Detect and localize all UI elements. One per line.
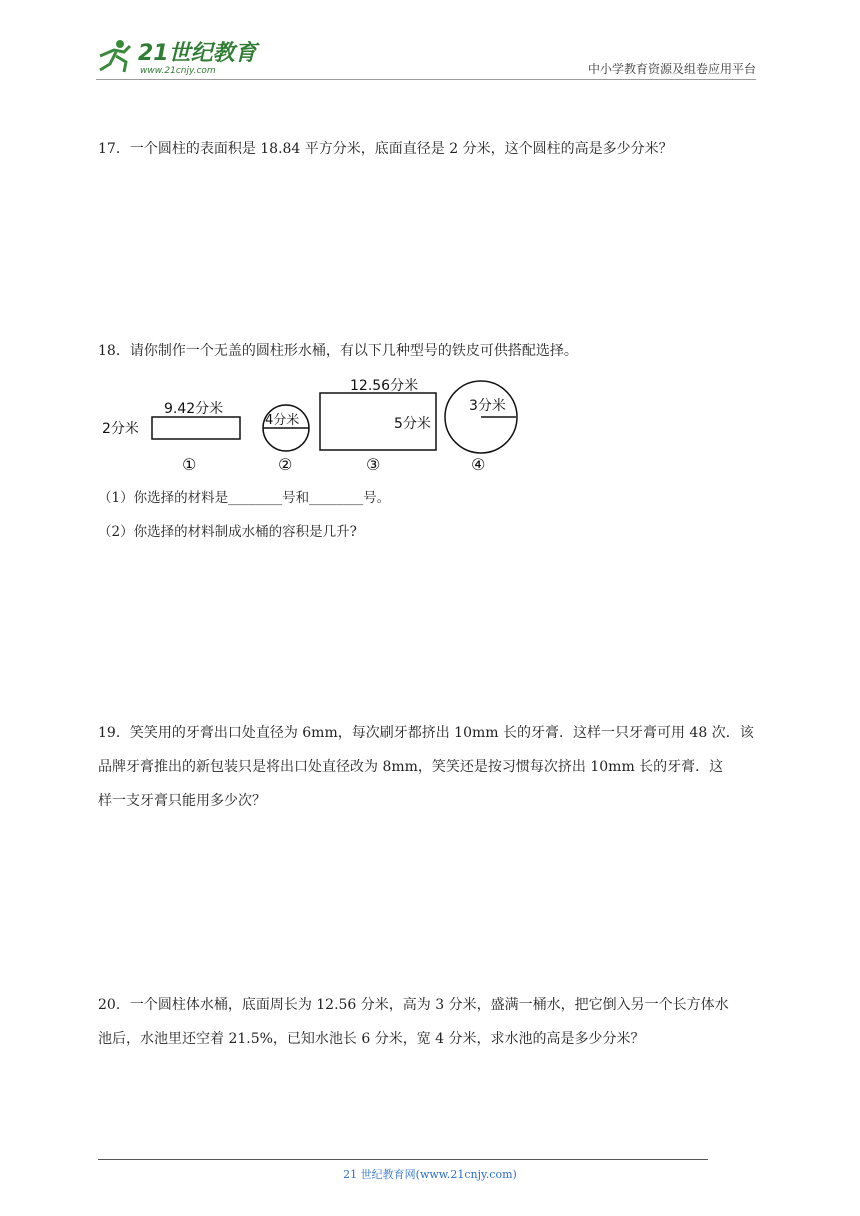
question-18-part2: （2）你选择的材料制成水桶的容积是几升? bbox=[98, 524, 357, 540]
question-19-line2: 品牌牙膏推出的新包装只是将出口处直径改为 8mm，笑笑还是按习惯每次挤出 10mm 长的牙膏．这 bbox=[98, 759, 724, 775]
shape4-radius-label: 3分米 bbox=[469, 398, 506, 414]
shape1-height-label: 2分米 bbox=[102, 421, 139, 437]
shape1-rectangle bbox=[152, 417, 240, 439]
question-19-line1: 19．笑笑用的牙膏出口处直径为 6mm，每次刷牙都挤出 10mm 长的牙膏．这样一只牙膏可用 48 次．该 bbox=[98, 725, 754, 741]
shape3-width-label: 12.56分米 bbox=[350, 378, 419, 394]
question-18-part1: （1）你选择的材料是________号和________号。 bbox=[98, 490, 391, 506]
question-17: 17．一个圆柱的表面积是 18.84 平方分米，底面直径是 2 分米，这个圆柱的高是多少分米？ bbox=[98, 141, 673, 157]
site-logo bbox=[94, 34, 264, 78]
footer-link[interactable]: 21 世纪教育网(www.21cnjy.com) bbox=[343, 1168, 517, 1181]
sheet-options-figure bbox=[98, 370, 528, 480]
shape2-number: ② bbox=[278, 455, 293, 474]
question-20-line2: 池后，水池里还空着 21.5%，已知水池长 6 分米，宽 4 分米，求水池的高是多少分米？ bbox=[98, 1031, 645, 1047]
shape1-width-label: 9.42分米 bbox=[164, 401, 224, 417]
question-18: 18．请你制作一个无盖的圆柱形水桶，有以下几种型号的铁皮可供搭配选择。 bbox=[98, 343, 578, 359]
footer-divider bbox=[98, 1159, 708, 1160]
logo-text: 21世纪教育 bbox=[138, 41, 257, 66]
question-20-line1: 20．一个圆柱体水桶，底面周长为 12.56 分米，高为 3 分米，盛满一桶水，把它倒入另一个长方体水 bbox=[98, 997, 729, 1013]
shape2-diameter-label: 4分米 bbox=[265, 413, 300, 428]
header-platform-text: 中小学教育资源及组卷应用平台 bbox=[587, 62, 756, 76]
header-divider bbox=[96, 79, 756, 80]
shape4-number: ④ bbox=[471, 455, 486, 474]
logo-url: www.21cnjy.com bbox=[140, 66, 216, 76]
runner-icon bbox=[100, 40, 130, 72]
shape3-number: ③ bbox=[366, 455, 381, 474]
shape3-height-label: 5分米 bbox=[394, 416, 431, 432]
question-19-line3: 样一支牙膏只能用多少次？ bbox=[98, 793, 266, 809]
shape1-number: ① bbox=[182, 455, 197, 474]
